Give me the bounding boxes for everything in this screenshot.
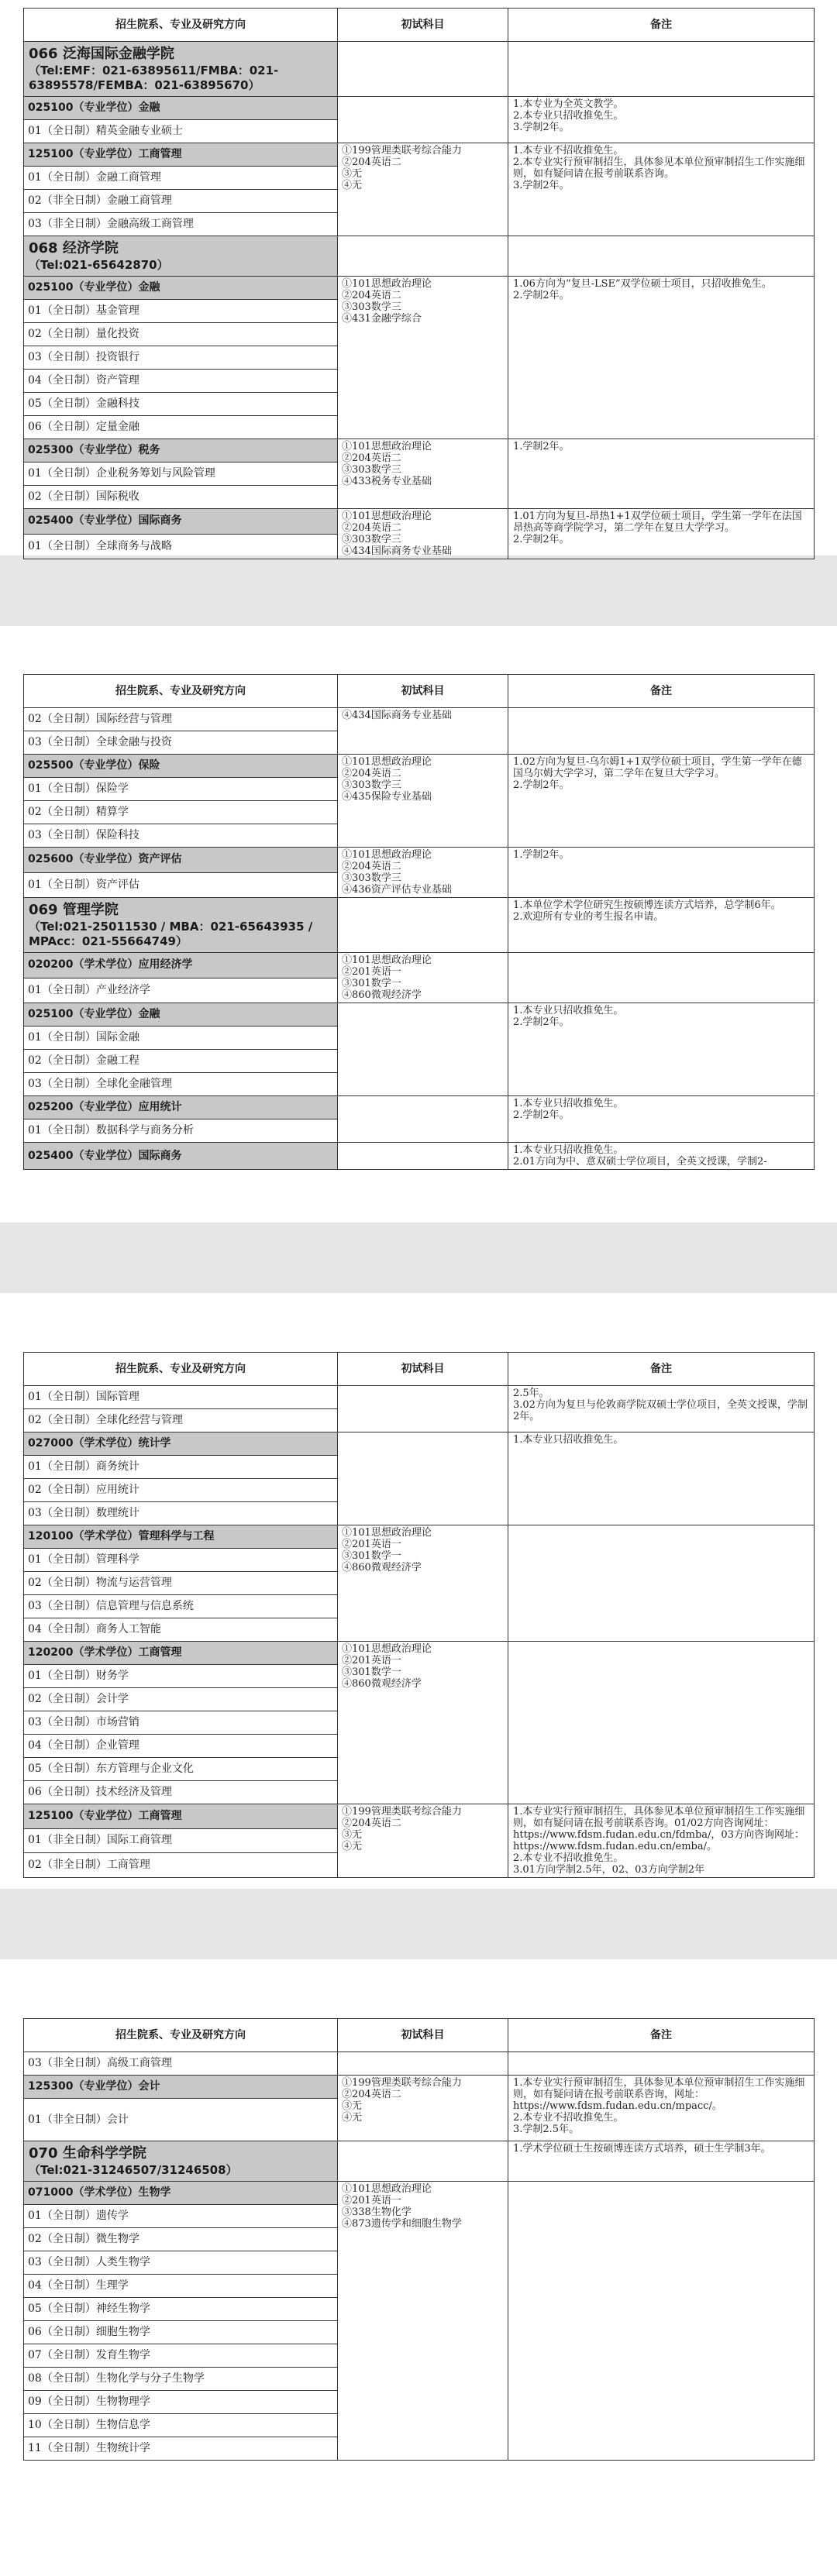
direction-cell: 06（全日制）细胞生物学 (24, 2321, 338, 2344)
exam-subjects-cell: ①101思想政治理论 ②201英语一 ③301数学一 ④860微观经济学 (338, 1525, 508, 1642)
direction-cell: 05（全日制）金融科技 (24, 393, 338, 416)
major-cell: 071000（学术学位）生物学 (24, 2182, 338, 2205)
remarks-cell: 1.01方向为复旦-昂热1+1双学位硕士项目，学生第一学年在法国昂热高等商学院学习，第二学年在复旦大学学习。 2.学制2年。 (508, 509, 815, 559)
major-cell: 025500（专业学位）保险 (24, 755, 338, 778)
header-exam-subjects: 初试科目 (338, 9, 508, 42)
table-row (24, 236, 815, 277)
table-row (24, 1003, 815, 1027)
direction-cell: 04（全日制）资产管理 (24, 370, 338, 393)
remarks-cell (508, 42, 815, 97)
table-row (24, 42, 815, 97)
direction-cell: 09（全日制）生物物理学 (24, 2391, 338, 2414)
direction-cell: 02（全日制）国际税收 (24, 486, 338, 509)
major-cell: 025400（专业学位）国际商务 (24, 509, 338, 535)
direction-cell: 08（全日制）生物化学与分子生物学 (24, 2368, 338, 2391)
table-row (24, 1386, 815, 1409)
direction-cell: 01（非全日制）国际工商管理 (24, 1828, 338, 1853)
table-row (24, 439, 815, 463)
exam-subjects-cell (338, 1386, 508, 1432)
direction-cell: 02（全日制）微生物学 (24, 2228, 338, 2251)
direction-cell: 02（全日制）会计学 (24, 1688, 338, 1711)
table-row (24, 2182, 815, 2205)
exam-subjects-cell (338, 1096, 508, 1143)
school-name: 069 管理学院 (29, 902, 119, 918)
document-page-4 (23, 2018, 814, 2568)
table-row (24, 143, 815, 167)
major-cell: 025100（专业学位）金融 (24, 97, 338, 120)
remarks-cell (508, 953, 815, 1003)
remarks-cell (508, 1642, 815, 1804)
remarks-cell (508, 1525, 815, 1642)
school-cell (24, 898, 338, 953)
remarks-cell (508, 2052, 815, 2076)
exam-subjects-cell: ①199管理类联考综合能力 ②204英语二 ③无 ④无 (338, 143, 508, 236)
direction-cell: 02（全日制）国际经营与管理 (24, 708, 338, 731)
direction-cell: 06（全日制）定量金融 (24, 416, 338, 439)
table-row (24, 2052, 815, 2076)
direction-cell: 03（非全日制）金融高级工商管理 (24, 213, 338, 236)
school-name: 066 泛海国际金融学院 (29, 46, 174, 62)
remarks-cell: 1.学制2年。 (508, 848, 815, 898)
major-cell: 020200（学术学位）应用经济学 (24, 953, 338, 978)
major-cell: 025400（专业学位）国际商务 (24, 1143, 338, 1170)
direction-cell: 07（全日制）发育生物学 (24, 2344, 338, 2368)
exam-subjects-cell (338, 236, 508, 277)
direction-cell: 02（全日制）物流与运营管理 (24, 1572, 338, 1595)
exam-subjects-cell: ①101思想政治理论 ②204英语二 ③303数学三 ④435保险专业基础 (338, 755, 508, 848)
school-name: 068 经济学院 (29, 240, 119, 256)
school-contact: （Tel:021-25011530 / MBA：021-65643935 / MPAcc：021-55664749） (29, 920, 313, 948)
school-contact: （Tel:021-31246507/31246508） (29, 2163, 238, 2177)
exam-subjects-cell (338, 2052, 508, 2076)
direction-cell: 01（全日制）企业税务筹划与风险管理 (24, 463, 338, 486)
exam-subjects-cell: ①101思想政治理论 ②204英语二 ③303数学三 ④431金融学综合 (338, 277, 508, 439)
school-cell (24, 42, 338, 97)
table-row (24, 97, 815, 120)
school-cell (24, 2141, 338, 2182)
direction-cell: 03（非全日制）高级工商管理 (24, 2052, 338, 2076)
school-name: 070 生命科学学院 (29, 2145, 146, 2162)
remarks-cell: 1.本专业只招收推免生。 (508, 1432, 815, 1525)
table-row (24, 1432, 815, 1456)
exam-subjects-cell: ①199管理类联考综合能力 ②204英语二 ③无 ④无 (338, 1804, 508, 1878)
direction-cell: 01（全日制）国际金融 (24, 1027, 338, 1050)
direction-cell: 04（全日制）企业管理 (24, 1735, 338, 1758)
header-department: 招生院系、专业及研究方向 (24, 2019, 338, 2052)
major-cell: 125100（专业学位）工商管理 (24, 143, 338, 167)
direction-cell: 01（全日制）金融工商管理 (24, 167, 338, 190)
direction-cell: 10（全日制）生物信息学 (24, 2414, 338, 2437)
remarks-cell: 1.本专业为全英文教学。 2.本专业只招收推免生。 3.学制2年。 (508, 97, 815, 143)
exam-subjects-cell: ①101思想政治理论 ②204英语二 ③303数学三 ④433税务专业基础 (338, 439, 508, 509)
direction-cell: 01（全日制）商务统计 (24, 1456, 338, 1479)
direction-cell: 01（全日制）资产评估 (24, 872, 338, 898)
header-remarks: 备注 (508, 675, 815, 708)
enrollment-table (23, 674, 815, 1170)
major-cell: 025200（专业学位）应用统计 (24, 1096, 338, 1119)
header-department: 招生院系、专业及研究方向 (24, 1353, 338, 1386)
direction-cell: 04（全日制）商务人工智能 (24, 1618, 338, 1642)
major-cell: 125100（专业学位）工商管理 (24, 1804, 338, 1829)
table-row (24, 1525, 815, 1549)
table-row (24, 708, 815, 731)
school-contact: （Tel:EMF：021-63895611/FMBA：021-63895578/FEMBA：021-63895670） (29, 64, 279, 92)
remarks-cell: 1.本专业实行预审制招生，具体参见本单位预审制招生工作实施细则，如有疑问请在报考前联系咨询。01/02方向咨询网址：https://www.fdsm.fudan.edu.cn/fdmba/，03方向咨询网址：https://www.fdsm.fudan.edu.cn/emba/。 2.本专业不招收推免生。 3.01方向学制2.5年，02、03方向学制2年 (508, 1804, 815, 1878)
direction-cell: 03（全日制）人类生物学 (24, 2251, 338, 2275)
major-cell: 027000（学术学位）统计学 (24, 1432, 338, 1456)
exam-subjects-cell: ④434国际商务专业基础 (338, 708, 508, 755)
direction-cell: 06（全日制）技术经济及管理 (24, 1781, 338, 1804)
page-gap (0, 1889, 837, 1959)
page-gap (0, 1223, 837, 1293)
direction-cell: 01（全日制）数据科学与商务分析 (24, 1119, 338, 1143)
table-row (24, 1143, 815, 1170)
direction-cell: 11（全日制）生物统计学 (24, 2437, 338, 2461)
table-row (24, 1642, 815, 1665)
header-remarks: 备注 (508, 9, 815, 42)
direction-cell: 03（全日制）全球化金融管理 (24, 1073, 338, 1096)
direction-cell: 01（全日制）管理科学 (24, 1549, 338, 1572)
direction-cell: 02（全日制）应用统计 (24, 1479, 338, 1502)
major-cell: 120100（学术学位）管理科学与工程 (24, 1525, 338, 1549)
exam-subjects-cell (338, 1003, 508, 1096)
major-cell: 025100（专业学位）金融 (24, 277, 338, 300)
direction-cell: 01（全日制）财务学 (24, 1665, 338, 1688)
direction-cell: 02（全日制）精算学 (24, 801, 338, 824)
enrollment-table (23, 8, 815, 559)
direction-cell: 05（全日制）东方管理与企业文化 (24, 1758, 338, 1781)
exam-subjects-cell (338, 898, 508, 953)
direction-cell: 02（非全日制）金融工商管理 (24, 190, 338, 213)
remarks-cell: 1.02方向为复旦-乌尔姆1+1双学位硕士项目，学生第一学年在德国乌尔姆大学学习，第二学年在复旦大学学习。 2.学制2年。 (508, 755, 815, 848)
direction-cell: 03（全日制）全球金融与投资 (24, 731, 338, 755)
table-row (24, 2076, 815, 2099)
direction-cell: 03（全日制）投资银行 (24, 346, 338, 370)
remarks-cell: 1.本专业只招收推免生。 2.学制2年。 (508, 1096, 815, 1143)
direction-cell: 01（全日制）基金管理 (24, 300, 338, 323)
remarks-cell: 1.学制2年。 (508, 439, 815, 509)
direction-cell: 05（全日制）神经生物学 (24, 2298, 338, 2321)
table-row (24, 509, 815, 535)
remarks-cell (508, 2182, 815, 2461)
table-row (24, 2141, 815, 2182)
document-page-3 (23, 1352, 814, 1889)
direction-cell: 03（全日制）数理统计 (24, 1502, 338, 1525)
remarks-cell: 1.本专业只招收推免生。 2.01方向为中、意双硕士学位项目，全英文授课，学制2- (508, 1143, 815, 1170)
header-remarks: 备注 (508, 2019, 815, 2052)
header-remarks: 备注 (508, 1353, 815, 1386)
direction-cell: 01（全日制）国际管理 (24, 1386, 338, 1409)
header-exam-subjects: 初试科目 (338, 1353, 508, 1386)
exam-subjects-cell (338, 42, 508, 97)
table-row (24, 1804, 815, 1829)
direction-cell: 01（全日制）保险学 (24, 778, 338, 801)
document-page-1 (23, 8, 814, 555)
direction-cell: 01（全日制）产业经济学 (24, 978, 338, 1003)
major-cell: 025300（专业学位）税务 (24, 439, 338, 463)
enrollment-table (23, 1352, 815, 1878)
direction-cell: 03（全日制）信息管理与信息系统 (24, 1595, 338, 1618)
table-row (24, 755, 815, 778)
exam-subjects-cell: ①101思想政治理论 ②204英语二 ③303数学三 ④436资产评估专业基础 (338, 848, 508, 898)
remarks-cell (508, 708, 815, 755)
direction-cell: 02（非全日制）工商管理 (24, 1853, 338, 1878)
table-row (24, 277, 815, 300)
exam-subjects-cell: ①101思想政治理论 ②201英语一 ③338生物化学 ④873遗传学和细胞生物学 (338, 2182, 508, 2461)
remarks-cell: 1.06方向为“复旦-LSE”双学位硕士项目，只招收推免生。 2.学制2年。 (508, 277, 815, 439)
exam-subjects-cell (338, 97, 508, 143)
direction-cell: 02（全日制）金融工程 (24, 1050, 338, 1073)
exam-subjects-cell: ①199管理类联考综合能力 ②204英语二 ③无 ④无 (338, 2076, 508, 2141)
direction-cell: 01（全日制）遗传学 (24, 2205, 338, 2228)
header-exam-subjects: 初试科目 (338, 675, 508, 708)
school-contact: （Tel:021-65642870） (29, 258, 169, 272)
direction-cell: 01（非全日制）会计 (24, 2099, 338, 2141)
major-cell: 025600（专业学位）资产评估 (24, 848, 338, 873)
exam-subjects-cell (338, 2141, 508, 2182)
direction-cell: 01（全日制）精英金融专业硕士 (24, 120, 338, 143)
exam-subjects-cell: ①101思想政治理论 ②201英语一 ③301数学一 ④860微观经济学 (338, 1642, 508, 1804)
header-department: 招生院系、专业及研究方向 (24, 9, 338, 42)
table-row (24, 848, 815, 873)
table-row (24, 1096, 815, 1119)
remarks-cell: 1.本专业不招收推免生。 2.本专业实行预审制招生，具体参见本单位预审制招生工作实施细则，如有疑问请在报考前联系咨询。 3.学制2年。 (508, 143, 815, 236)
enrollment-table (23, 2018, 815, 2461)
direction-cell: 03（全日制）保险科技 (24, 824, 338, 848)
remarks-cell: 1.本专业实行预审制招生，具体参见本单位预审制招生工作实施细则，如有疑问请在报考前联系咨询，网址：https://www.fdsm.fudan.edu.cn/mpacc/。 2.本专业不招收推免生。 3.学制2.5年。 (508, 2076, 815, 2141)
remarks-cell: 2.5年。 3.02方向为复旦与伦敦商学院双硕士学位项目，全英文授课，学制2年。 (508, 1386, 815, 1432)
exam-subjects-cell: ①101思想政治理论 ②204英语二 ③303数学三 ④434国际商务专业基础 (338, 509, 508, 559)
document-page-2 (23, 674, 814, 1223)
direction-cell: 04（全日制）生理学 (24, 2275, 338, 2298)
remarks-cell (508, 236, 815, 277)
direction-cell: 02（全日制）量化投资 (24, 323, 338, 346)
remarks-cell: 1.本单位学术学位研究生按硕博连读方式培养，总学制6年。 2.欢迎所有专业的考生报名申请。 (508, 898, 815, 953)
direction-cell: 03（全日制）市场营销 (24, 1711, 338, 1735)
table-row (24, 898, 815, 953)
major-cell: 120200（学术学位）工商管理 (24, 1642, 338, 1665)
major-cell: 025100（专业学位）金融 (24, 1003, 338, 1027)
header-department: 招生院系、专业及研究方向 (24, 675, 338, 708)
major-cell: 125300（专业学位）会计 (24, 2076, 338, 2099)
exam-subjects-cell: ①101思想政治理论 ②201英语一 ③301数学一 ④860微观经济学 (338, 953, 508, 1003)
school-cell (24, 236, 338, 277)
exam-subjects-cell (338, 1432, 508, 1525)
direction-cell: 01（全日制）全球商务与战略 (24, 534, 338, 559)
page-gap (0, 555, 837, 626)
header-exam-subjects: 初试科目 (338, 2019, 508, 2052)
table-row (24, 953, 815, 978)
direction-cell: 02（全日制）全球化经营与管理 (24, 1409, 338, 1432)
exam-subjects-cell (338, 1143, 508, 1170)
remarks-cell: 1.本专业只招收推免生。 2.学制2年。 (508, 1003, 815, 1096)
remarks-cell: 1.学术学位硕士生按硕博连读方式培养，硕士生学制3年。 (508, 2141, 815, 2182)
